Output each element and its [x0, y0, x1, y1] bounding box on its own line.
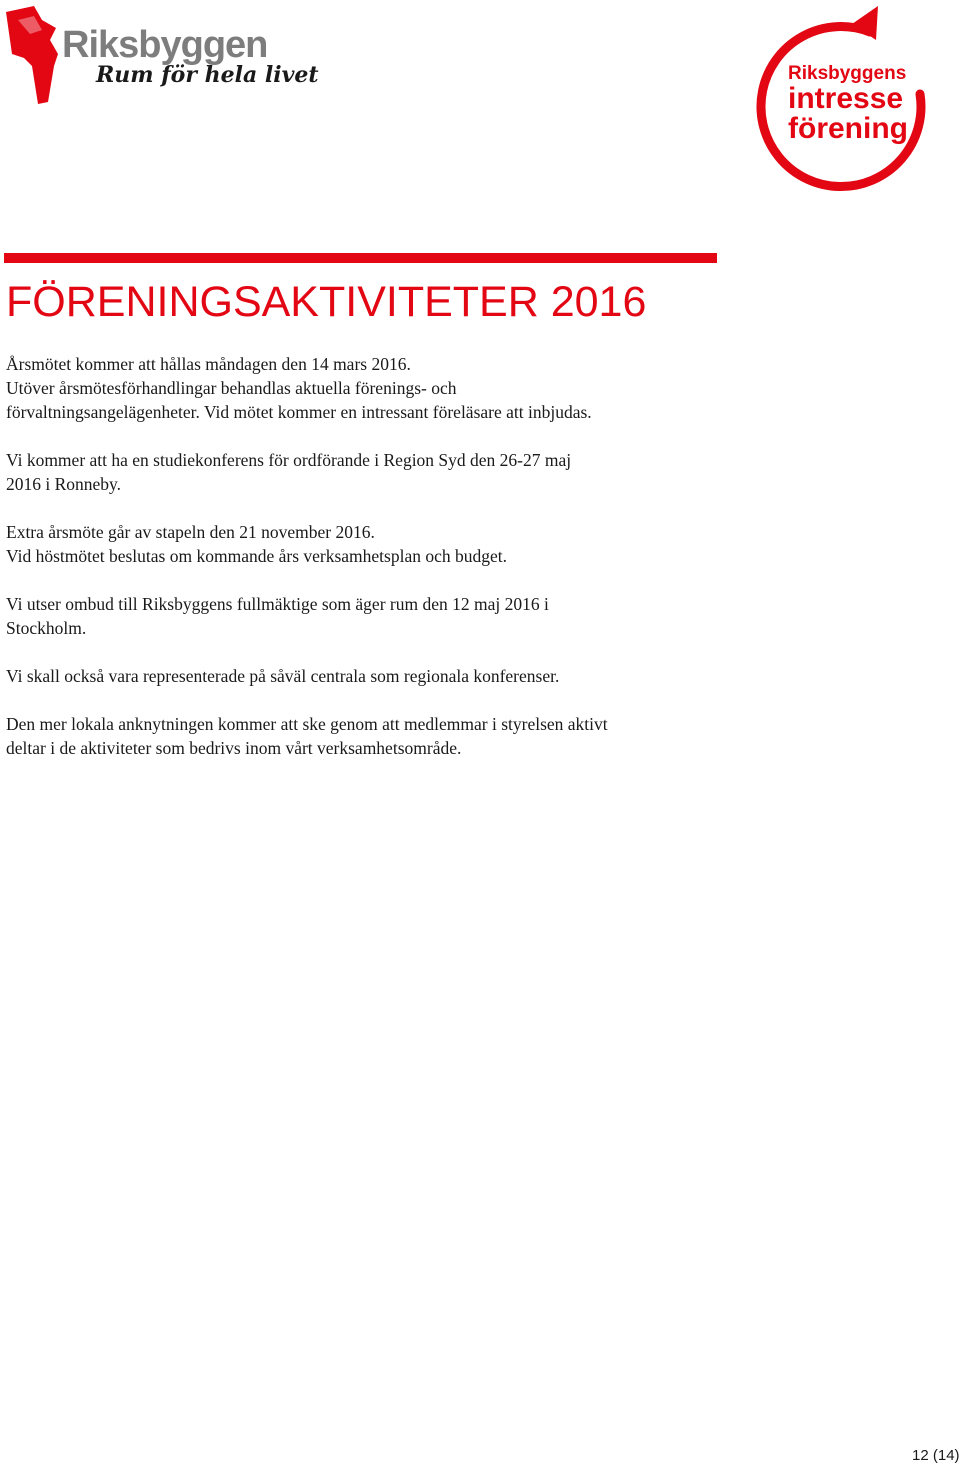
paragraph-conferences [6, 664, 756, 688]
text-line: 2016 i Ronneby. [6, 474, 122, 494]
riksbyggen-flag-icon [4, 6, 60, 106]
text-line: förvaltningsangelägenheter. Vid mötet kommer en intressant föreläsare att inbjudas. [6, 402, 592, 422]
text-line: Vi kommer att ha en studiekonferens för ordförande i Region Syd den 26-27 maj [6, 450, 572, 470]
riksbyggen-logo [4, 6, 319, 106]
text-line: Stockholm. [6, 618, 87, 638]
text-line: Extra årsmöte går av stapeln den 21 november 2016. [6, 522, 375, 542]
text-line: Den mer lokala anknytningen kommer att ske genom att medlemmar i styrelsen aktivt [6, 714, 608, 734]
text-line: Vid höstmötet beslutas om kommande års verksamhetsplan och budget. [6, 546, 508, 566]
text-line: Vi utser ombud till Riksbyggens fullmäktige som äger rum den 12 maj 2016 i [6, 594, 549, 614]
paragraph-annual-meeting [6, 352, 756, 424]
paragraph-extra-meeting [6, 520, 756, 568]
logo-line-riksbyggens: Riksbyggens [788, 63, 907, 84]
logo-line-forening: förening [788, 112, 908, 145]
text-line: deltar i de aktiviteter som bedrivs inom vårt verksamhetsområde. [6, 738, 462, 758]
body-text [6, 352, 756, 784]
riksbyggen-wordmark: Riksbyggen [62, 24, 268, 66]
logo-line-intresse: intresse [788, 82, 904, 115]
paragraph-local-connection [6, 712, 756, 760]
text-line: Vi skall också vara representerade på såväl centrala som regionala konferenser. [6, 666, 560, 686]
text-line: Årsmötet kommer att hållas måndagen den 14 mars 2016. [6, 354, 411, 374]
text-line: Utöver årsmötesförhandlingar behandlas aktuella förenings- och [6, 378, 457, 398]
page-title: FÖRENINGSAKTIVITETER 2016 [6, 278, 647, 326]
paragraph-delegates [6, 592, 756, 640]
title-divider [4, 253, 717, 263]
page-number: 12 (14) [912, 1447, 960, 1464]
paragraph-study-conference [6, 448, 756, 496]
riksbyggen-tagline: Rum för hela livet [96, 62, 319, 88]
intresseforening-logo [752, 4, 938, 194]
